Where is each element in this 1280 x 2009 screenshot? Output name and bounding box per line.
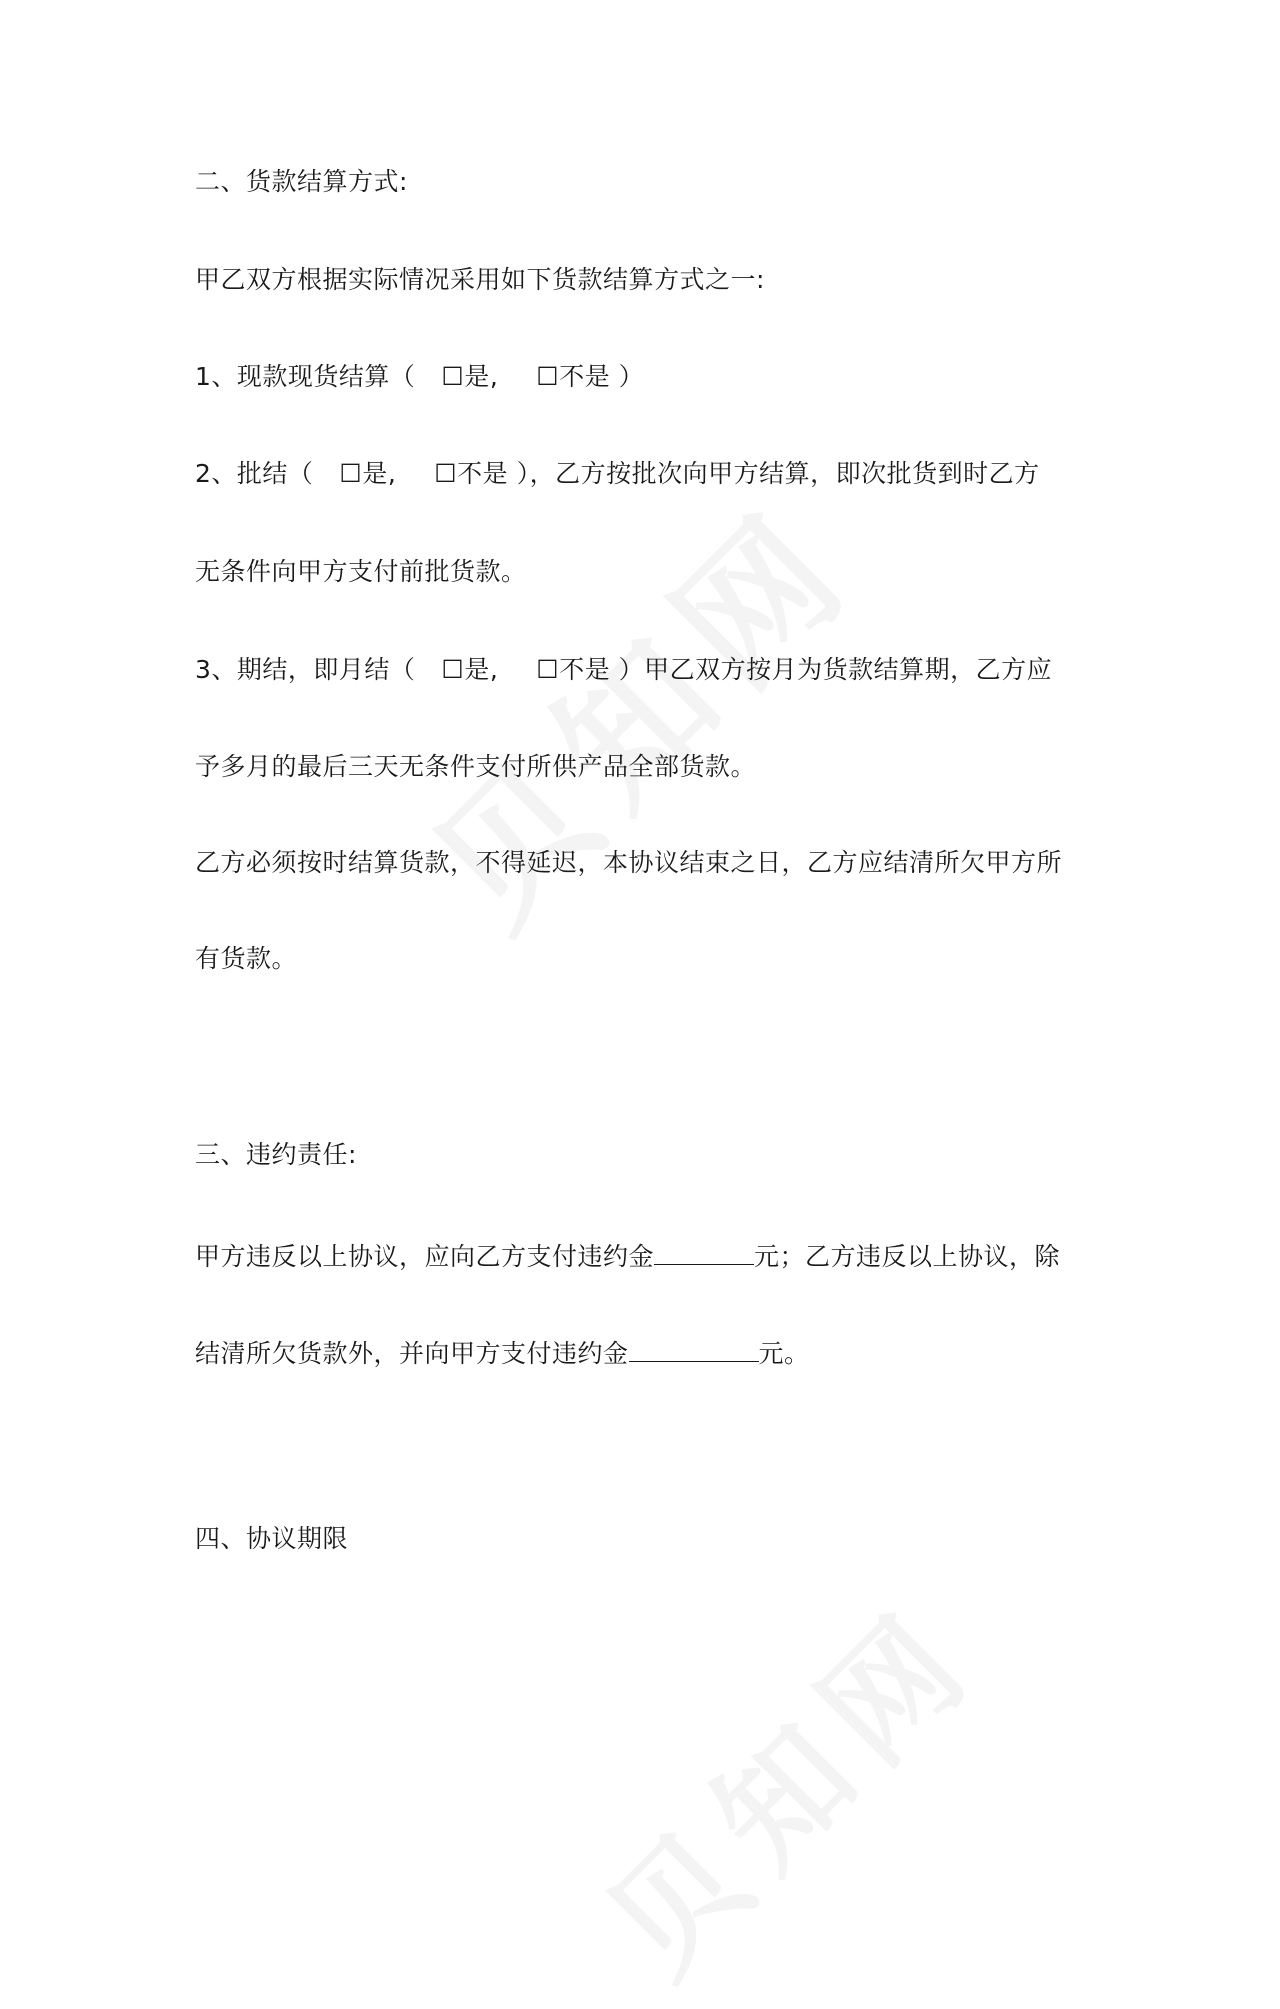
watermark xyxy=(378,451,891,964)
section2-note-line1: 乙方必须按时结算货款，不得延迟，本协议结束之日，乙方应结清所欠甲方所 xyxy=(195,848,1063,877)
section4-heading: 四、协议期限 xyxy=(195,1524,349,1553)
item3-no-text[interactable]: ☐不是 ）甲乙双方按月为货款结算期，乙方应 xyxy=(536,655,1053,684)
section2-intro: 甲乙双方根据实际情况采用如下货款结算方式之一: xyxy=(195,265,765,294)
item2-no-text[interactable]: ☐不是 ），乙方按批次向甲方结算，即次批货到时乙方 xyxy=(434,459,1040,488)
section3-heading: 三、违约责任: xyxy=(195,1140,357,1169)
section2-note-line2: 有货款。 xyxy=(195,944,298,973)
section3-line2 xyxy=(195,1333,810,1371)
section2-item1 xyxy=(195,360,644,394)
penalty-d-text: 元。 xyxy=(758,1339,810,1368)
section3-line1 xyxy=(195,1236,1060,1274)
item1-yes-checkbox[interactable]: ☐是, xyxy=(441,362,499,391)
item2-prefix: 2、批结（ xyxy=(195,459,314,488)
section2-item2 xyxy=(195,457,1040,491)
section2-item3-cont: 予多月的最后三天无条件支付所供产品全部货款。 xyxy=(195,752,757,781)
section2-heading: 二、货款结算方式: xyxy=(195,167,408,196)
item1-no-checkbox[interactable]: ☐不是 ） xyxy=(536,362,645,391)
section2-item2-cont: 无条件向甲方支付前批货款。 xyxy=(195,557,527,586)
item1-prefix: 1、现款现货结算（ xyxy=(195,362,416,391)
penalty-amount-blank-2[interactable] xyxy=(629,1333,759,1362)
section2-item3 xyxy=(195,653,1052,687)
item2-yes-checkbox[interactable]: ☐是, xyxy=(339,459,397,488)
penalty-c-text: 结清所欠货款外，并向甲方支付违约金 xyxy=(195,1339,629,1368)
penalty-amount-blank-1[interactable] xyxy=(654,1236,754,1265)
watermark xyxy=(560,1558,1010,2008)
item3-prefix: 3、期结，即月结（ xyxy=(195,655,416,684)
item3-yes-checkbox[interactable]: ☐是, xyxy=(441,655,499,684)
penalty-b-text: 元；乙方违反以上协议，除 xyxy=(754,1242,1061,1271)
penalty-a-text: 甲方违反以上协议，应向乙方支付违约金 xyxy=(195,1242,655,1271)
